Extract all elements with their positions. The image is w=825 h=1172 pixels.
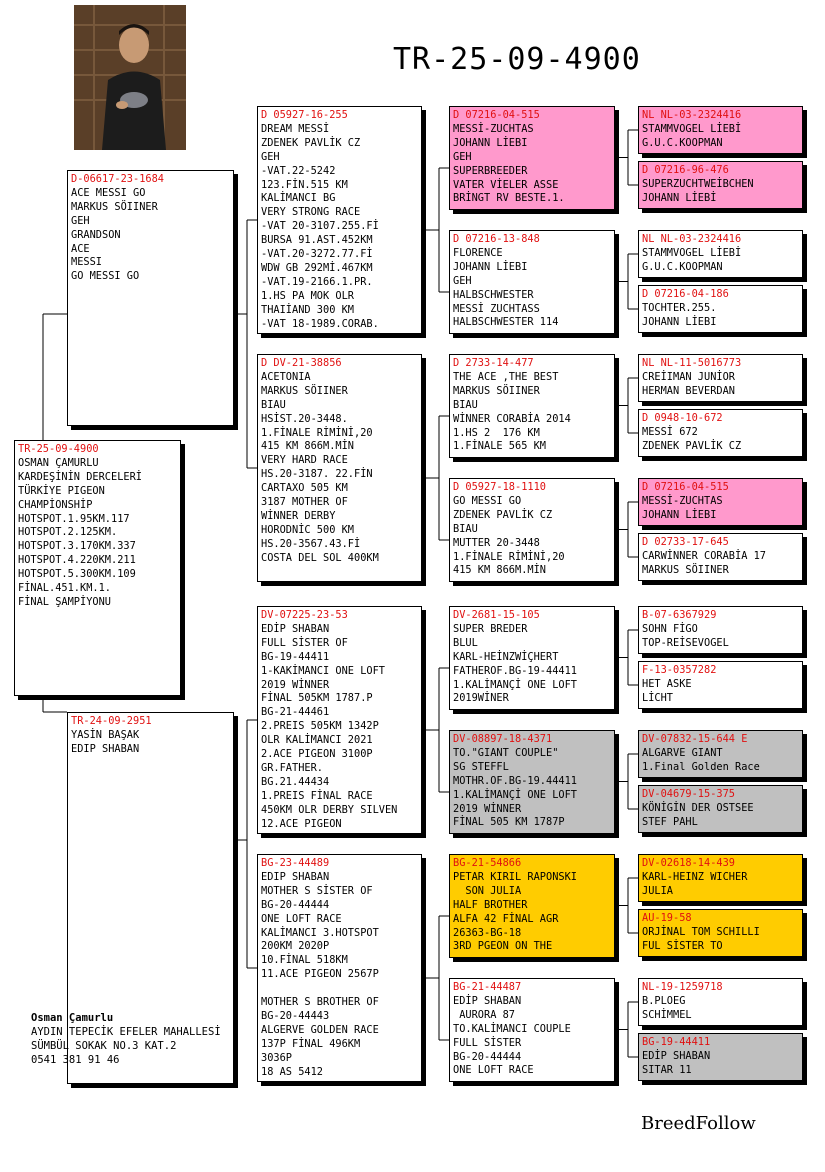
pigeon-info-line: SITAR 11 [642,1063,692,1076]
pigeon-info-line: BG-20-44443 [261,1009,330,1022]
pigeon-info-line: 1.HS PA MOK OLR [261,289,354,302]
ancestor-card-sssd [638,161,803,209]
ring-number: BG-21-44487 [453,981,522,993]
ancestor-card-dsd [449,730,615,834]
pigeon-info-line: 1.FİNALE 565 KM [453,440,546,453]
pigeon-info-line: 1.FİNALE RİMİNİ,20 [453,550,565,563]
ancestor-card-ds [257,606,422,834]
pigeon-info-line: ONE LOFT RACE [453,1064,534,1077]
ring-number: B-07-6367929 [642,609,717,621]
pigeon-info-line: HOTSPOT.2.125KM. [18,526,118,539]
ring-number: BG-23-44489 [261,857,330,869]
ring-number: NL NL-03-2324416 [642,233,742,245]
pigeon-info-line: HS.20-3187. 22.FİN [261,468,373,481]
pigeon-info-line: JOHANN LİEBİ [642,191,717,204]
pigeon-info-line: 26363-BG-18 [453,926,522,939]
pigeon-info-line: EDİP SHABAN [642,1049,711,1062]
ring-number: D 2733-14-477 [453,357,534,369]
pigeon-info-line: TOP-REİSEVOGEL [642,636,729,649]
pigeon-info-line: SCHİMMEL [642,1008,692,1021]
ring-number: D 07216-04-515 [453,109,540,121]
pigeon-info-line: 1.KALİMANÇİ ONE LOFT [453,788,577,801]
pigeon-info-line: 2.PREIS 505KM 1342P [261,720,379,733]
ancestor-card-sdd [449,478,615,582]
pigeon-info-line: TO.KALİMANCI COUPLE [453,1022,571,1035]
ring-number: DV-2681-15-105 [453,609,540,621]
pigeon-info-line: FULL SİSTER OF [261,636,348,649]
sire-card [67,170,234,426]
pigeon-info-line: ACETONIA [261,370,311,383]
pigeon-info-line: FİNAL 505KM 1787.P [261,692,373,705]
pigeon-info-line: FİNAL 505 KM 1787P [453,816,565,829]
pigeon-info-line: LİCHT [642,691,673,704]
ancestor-card-sd [257,354,422,582]
pigeon-info-line: SOHN FİGO [642,622,698,635]
ring-number: D 02733-17-645 [642,536,729,548]
ring-number: DV-07832-15-644 E [642,733,748,745]
ring-number: F-13-0357282 [642,664,717,676]
owner-phone: 0541 381 91 46 [31,1054,120,1066]
ring-number: BG-21-54866 [453,857,522,869]
pigeon-info-line: 1.PREIS FİNAL RACE [261,789,373,802]
pigeon-info-line: COSTA DEL SOL 400KM [261,551,379,564]
pigeon-info-line: STAMMVOGEL LİEBİ [642,246,742,259]
pigeon-info-line: ZDENEK PAVLİK CZ [261,136,361,149]
pigeon-info-line: BURSA 91.AST.452KM [261,234,373,247]
pigeon-info-line: HALF BROTHER [453,898,528,911]
pigeon-info-line: FLORENCE [453,246,503,259]
ring-number: D DV-21-38856 [261,357,342,369]
ring-number: DV-02618-14-439 [642,857,735,869]
pigeon-info-line: MOTHER S SİSTER OF [261,884,373,897]
pigeon-info-line: BG-19-44411 [261,650,330,663]
ancestor-card-ssdd [638,285,803,333]
pigeon-info-line: BIAU [453,398,478,411]
pigeon-info-line: MARKUS SÖIINER [453,384,540,397]
ancestor-card-dds [449,854,615,958]
pigeon-info-line: MESSI [71,256,102,269]
pigeon-info-line: KALİMANCI BG [261,192,336,205]
ancestor-card-dd [257,854,422,1082]
ancestor-card-ss [257,106,422,334]
pigeon-info-line: -VAT 20-3107.255.Fİ [261,220,379,233]
pigeon-info-line: KARDEŞİNİN DERCELERİ [18,470,142,483]
pigeon-info-line: ZDENEK PAVLİK CZ [642,439,742,452]
ring-number: DV-08897-18-4371 [453,733,553,745]
pigeon-info-line: JULIA [642,884,673,897]
pigeon-info-line: STEF PAHL [642,815,698,828]
pigeon-info-line: PETAR KIRIL RAPONSKI [453,870,577,883]
pigeon-info-line: KARL-HEİNZWİÇHERT [453,650,559,663]
ring-number: TR-24-09-2951 [71,715,152,727]
pigeon-info-line: 415 KM 866M.MİN [453,564,546,577]
pigeon-info-line: THAIİAND 300 KM [261,303,354,316]
ring-number: D 07216-04-515 [642,481,729,493]
ancestor-card-sdss [638,354,803,402]
pigeon-info-line: BIAU [453,522,478,535]
pigeon-info-line: MESSİ ZUCHTASS [453,302,540,315]
pigeon-info-line: HSİST.20-3448. [261,412,348,425]
pigeon-info-line: THE ACE ,THE BEST [453,370,559,383]
pigeon-info-line: OLR KALİMANCI 2021 [261,734,373,747]
pigeon-info-line: 450KM OLR DERBY SILVEN [261,803,398,816]
ring-number: D 05927-18-1110 [453,481,546,493]
pigeon-info-line: HET ASKE [642,677,692,690]
ring-number: D 07216-96-476 [642,164,729,176]
pigeon-info-line: EDİP SHABAN [453,994,522,1007]
pigeon-info-line: YASİN BAŞAK [71,728,140,741]
pigeon-info-line: B.PLOEG [642,994,686,1007]
pigeon-info-line: JOHANN LİEBI [453,260,528,273]
pigeon-info-line: 123.FİN.515 KM [261,178,348,191]
ring-number: BG-19-44411 [642,1036,711,1048]
pigeon-info-line: JOHANN LİEBI [642,508,717,521]
ring-number: TR-25-09-4900 [18,443,99,455]
ancestor-card-ddsd [638,909,803,957]
pigeon-info-line: CHAMPİONSHİP [18,498,93,511]
pigeon-info-line: BIAU [261,398,286,411]
ring-number: D-06617-23-1684 [71,173,164,185]
ring-number: NL-19-1259718 [642,981,723,993]
pigeon-info-line: GEH [71,214,90,227]
pigeon-info-line: ONE LOFT RACE [261,912,342,925]
pigeon-info-line: VERY STRONG RACE [261,206,361,219]
pigeon-info-line: WİNNER DERBY [261,509,336,522]
pigeon-info-line: ACE [71,242,90,255]
pigeon-info-line: GR.FATHER. [261,761,323,774]
pigeon-info-line: EDIP SHABAN [261,870,330,883]
ancestor-card-ddss [638,854,803,902]
pigeon-info-line: HERMAN BEVERDAN [642,384,735,397]
pigeon-info-line: JOHANN LİEBI [453,136,528,149]
pigeon-info-line: CREİIMAN JUNİOR [642,370,735,383]
pigeon-info-line [261,982,418,996]
brand-logo: BreedFollow [641,1113,756,1134]
pigeon-info-line: 18 AS 5412 [261,1065,323,1078]
ring-number: D 07216-04-186 [642,288,729,300]
pigeon-info-line: WİNNER CORABİA 2014 [453,412,571,425]
pigeon-info-line: 1.FİNALE RİMİNİ,20 [261,426,373,439]
pigeon-info-line: BG-21-44461 [261,706,330,719]
pigeon-info-line: MARKUS SÖIINER [642,563,729,576]
pigeon-info-line: 2019 WİNNER [453,802,522,815]
ancestor-card-sddd [638,533,803,581]
pigeon-info-line: 200KM 2020P [261,940,330,953]
pigeon-info-line: GO MESSI GO [453,494,522,507]
ancestor-card-sdds [638,478,803,526]
pigeon-info-line: TO."GIANT COUPLE" [453,746,559,759]
pigeon-info-line: 3036P [261,1051,292,1064]
pigeon-info-line: 11.ACE PIGEON 2567P [261,968,379,981]
ring-number: D 05927-16-255 [261,109,348,121]
ring-number: AU-19-58 [642,912,692,924]
pigeon-info-line: TÜRKİYE PIGEON [18,484,105,497]
ancestor-card-sss [449,106,615,210]
pigeon-info-line: ACE MESSI GO [71,186,146,199]
pigeon-info-line: G.U.C.KOOPMAN [642,260,723,273]
pigeon-info-line: EDIP SHABAN [71,742,140,755]
ring-number: D 0948-10-672 [642,412,723,424]
owner-name: Osman Çamurlu [31,1012,114,1024]
owner-contact [31,1011,221,1067]
pigeon-info-line: BG.21.44434 [261,775,330,788]
pigeon-info-line: 137P FİNAL 496KM [261,1037,361,1050]
pigeon-info-line: BLUL [453,636,478,649]
ancestor-card-ddd [449,978,615,1082]
ancestor-card-dss [449,606,615,710]
pigeon-info-line: 2019 WİNNER [261,678,330,691]
pigeon-info-line: HOTSPOT.3.170KM.337 [18,540,136,553]
pigeon-info-line: MOTHER S BROTHER OF [261,996,379,1009]
pigeon-info-line: -VAT 18-1989.CORAB. [261,317,379,330]
ancestor-card-sdsd [638,409,803,457]
pigeon-info-line: STAMMVOGEL LİEBİ [642,122,742,135]
subject-pigeon-card [14,440,181,696]
ring-number: NL NL-11-5016773 [642,357,742,369]
pigeon-info-line: MESSİ-ZUCHTAS [642,494,723,507]
pigeon-info-line: -VAT.19-2166.1.PR. [261,275,373,288]
pigeon-info-line: G.U.C.KOOPMAN [642,136,723,149]
pigeon-info-line: 10.FİNAL 518KM [261,954,348,967]
pigeon-info-line: BG-20-44444 [261,898,330,911]
pigeon-info-line: HORODNİC 500 KM [261,523,354,536]
pigeon-info-line: WDW GB 292Mİ.467KM [261,261,373,274]
ancestor-card-dsss [638,606,803,654]
ancestor-card-ssss [638,106,803,154]
pigeon-info-line: MARKUS SÖIINER [71,200,158,213]
pigeon-info-line: HALBSCHWESTER [453,288,534,301]
pigeon-info-line: SON JULIA [453,884,522,897]
pigeon-info-line: AURORA 87 [453,1008,515,1021]
owner-address-line-2: SÜMBÜL SOKAK NO.3 KAT.2 [31,1040,177,1052]
pigeon-info-line: GRANDSON [71,228,121,241]
pigeon-info-line: 415 KM 866M.MİN [261,440,354,453]
pigeon-info-line: MARKUS SÖIINER [261,384,348,397]
pigeon-info-line: GEH [453,274,472,287]
pigeon-info-line: DREAM MESSİ [261,122,330,135]
pigeon-info-line: ZDENEK PAVLİK CZ [453,508,553,521]
pigeon-info-line: HS.20-3567.43.Fİ [261,537,361,550]
pigeon-info-line: ALGARVE GIANT [642,746,723,759]
pigeon-info-line: 2.ACE PIGEON 3100P [261,748,373,761]
ancestor-card-sds [449,354,615,458]
pigeon-info-line: ORJİNAL TOM SCHILLI [642,925,760,938]
pigeon-info-line: EDİP SHABAN [261,622,330,635]
pedigree-title: TR-25-09-4900 [393,42,641,77]
pigeon-info-line: VERY HARD RACE [261,454,348,467]
ring-number: DV-07225-23-53 [261,609,348,621]
ancestor-card-ddds [638,978,803,1026]
pigeon-info-line: CARWİNNER CORABİA 17 [642,549,766,562]
pigeon-info-line: ALFA 42 FİNAL AGR [453,912,559,925]
pigeon-info-line: HOTSPOT.5.300KM.109 [18,568,136,581]
pigeon-info-line: FİNAL.451.KM.1. [18,582,111,595]
pigeon-info-line: KARL-HEINZ WICHER [642,870,748,883]
pigeon-info-line: FUL SİSTER TO [642,939,723,952]
pigeon-info-line: BRİNGT RV BESTE.1. [453,192,565,205]
ancestor-card-dsdd [638,785,803,833]
pigeon-info-line: OSMAN ÇAMURLU [18,456,99,469]
pigeon-info-line: -VAT.20-3272.77.Fİ [261,248,373,261]
ancestor-card-dsds [638,730,803,778]
pigeon-info-line: HOTSPOT.1.95KM.117 [18,512,130,525]
pigeon-info-line: KALİMANCI 3.HOTSPOT [261,926,379,939]
pigeon-info-line: VATER VİELER ASSE [453,178,559,191]
pigeon-info-line: TOCHTER.255. [642,301,717,314]
pigeon-info-line: 1.Final Golden Race [642,760,760,773]
pigeon-info-line: MESSİ 672 [642,425,698,438]
pigeon-info-line: KÖNİGİN DER OSTSEE [642,801,754,814]
pigeon-info-line: ALGERVE GOLDEN RACE [261,1023,379,1036]
ancestor-card-dssd [638,661,803,709]
pigeon-info-line: SUPERZUCHTWEİBCHEN [642,177,754,190]
pigeon-info-line: 3RD PGEON ON THE [453,940,553,953]
pigeon-info-line: HALBSCHWESTER 114 [453,316,559,329]
pigeon-info-line: GEH [261,150,280,163]
pigeon-info-line: -VAT.22-5242 [261,164,336,177]
owner-address-line-1: AYDIN TEPECİK EFELER MAHALLESİ [31,1026,221,1038]
pigeon-info-line: JOHANN LİEBI [642,315,717,328]
pigeon-info-line: FULL SİSTER [453,1036,522,1049]
pigeon-info-line: MUTTER 20-3448 [453,536,540,549]
pigeon-info-line: 12.ACE PIGEON [261,817,342,830]
pigeon-info-line: 1.HS 2 176 KM [453,426,540,439]
pigeon-info-line: 3187 MOTHER OF [261,496,348,509]
pigeon-info-line: 1-KAKİMANCI ONE LOFT [261,664,385,677]
ancestor-card-ssd [449,230,615,334]
ring-number: DV-04679-15-375 [642,788,735,800]
ancestor-card-ssds [638,230,803,278]
pigeon-info-line: GEH [453,150,472,163]
pigeon-info-line: FATHEROF.BG-19-44411 [453,664,577,677]
pigeon-info-line: GO MESSI GO [71,270,140,283]
pigeon-info-line: SUPER BREDER [453,622,528,635]
pigeon-info-line: BG-20-44444 [453,1050,522,1063]
pigeon-info-line: 1.KALİMANÇİ ONE LOFT [453,678,577,691]
ring-number: NL NL-03-2324416 [642,109,742,121]
pigeon-info-line: MOTHR.OF.BG-19.44411 [453,774,577,787]
pigeon-info-line: MESSİ-ZUCHTAS [453,122,534,135]
ancestor-card-dddd [638,1033,803,1081]
pigeon-info-line: 2019WİNER [453,692,509,705]
pigeon-info-line: CARTAXO 505 KM [261,482,348,495]
pigeon-info-line: SUPERBREEDER [453,164,528,177]
ring-number: D 07216-13-848 [453,233,540,245]
pigeon-info-line: HOTSPOT.4.220KM.211 [18,554,136,567]
pigeon-info-line: FİNAL ŞAMPİYONU [18,595,111,608]
pigeon-info-line: SG STEFFL [453,760,509,773]
